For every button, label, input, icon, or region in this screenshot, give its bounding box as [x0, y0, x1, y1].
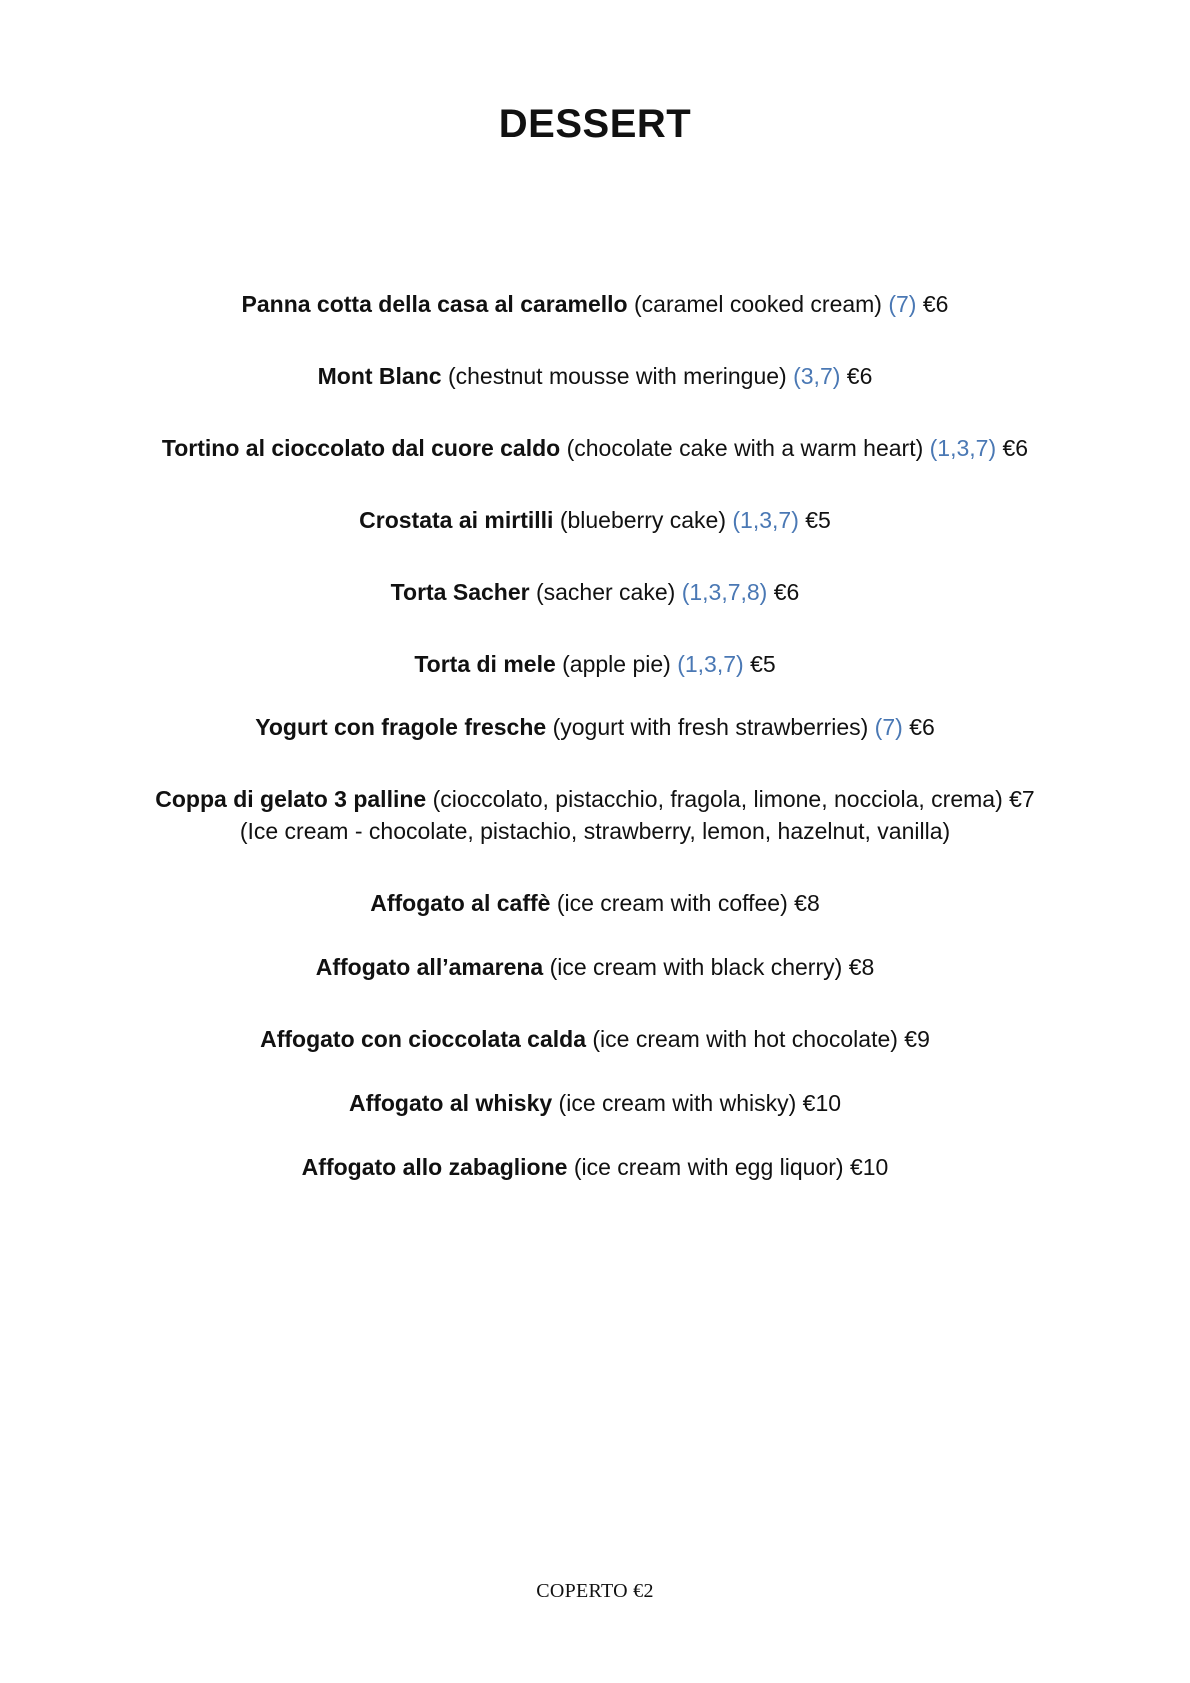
menu-item — [0, 432, 1190, 464]
item-name: Affogato allo zabaglione — [301, 1154, 568, 1180]
menu-item — [0, 711, 1190, 743]
item-description: (ice cream with black cherry) — [549, 954, 843, 980]
item-price: €8 — [794, 890, 820, 916]
dessert-menu-list — [0, 288, 1190, 1183]
item-name: Panna cotta della casa al caramello — [241, 291, 628, 317]
item-description: (ice cream with coffee) — [556, 890, 788, 916]
item-name: Tortino al cioccolato dal cuore caldo — [161, 435, 561, 461]
menu-item — [0, 576, 1190, 608]
item-price: €10 — [849, 1154, 889, 1180]
item-description: (cioccolato, pistacchio, fragola, limone, nocciola, crema) — [432, 786, 1003, 812]
item-name: Affogato all’amarena — [315, 954, 544, 980]
item-description: (sacher cake) — [535, 579, 676, 605]
item-price: €6 — [773, 579, 800, 605]
item-price: €5 — [750, 651, 776, 677]
item-name: Mont Blanc — [317, 363, 442, 389]
item-allergens: (7) — [874, 714, 903, 740]
menu-item — [0, 951, 1190, 983]
item-price: €6 — [1002, 435, 1029, 461]
item-price: €6 — [922, 291, 949, 317]
item-description: (yogurt with fresh strawberries) — [552, 714, 869, 740]
item-allergens: (1,3,7) — [677, 651, 744, 677]
item-name: Affogato con cioccolata calda — [260, 1026, 586, 1052]
item-description: (chocolate cake with a warm heart) — [566, 435, 924, 461]
item-description: (ice cream with hot chocolate) — [592, 1026, 898, 1052]
item-price: €9 — [904, 1026, 930, 1052]
item-price: €7 — [1009, 786, 1035, 812]
item-price: €10 — [802, 1090, 842, 1116]
item-price: €8 — [848, 954, 875, 980]
item-allergens: (1,3,7) — [732, 507, 799, 533]
item-name: Torta Sacher — [390, 579, 530, 605]
menu-item — [0, 288, 1190, 320]
item-price: €6 — [909, 714, 935, 740]
item-name: Coppa di gelato 3 palline — [155, 786, 427, 812]
item-description: (caramel cooked cream) — [634, 291, 882, 317]
item-name: Affogato al caffè — [370, 890, 551, 916]
item-name: Torta di mele — [414, 651, 556, 677]
menu-item — [0, 1023, 1190, 1055]
item-allergens: (1,3,7,8) — [681, 579, 768, 605]
item-price: €6 — [846, 363, 873, 389]
menu-item — [0, 1151, 1190, 1183]
page-title: DESSERT — [498, 102, 692, 146]
item-name: Yogurt con fragole fresche — [255, 714, 547, 740]
item-description: (chestnut mousse with meringue) — [447, 363, 787, 389]
item-allergens: (1,3,7) — [929, 435, 997, 461]
menu-item — [0, 783, 1190, 847]
item-allergens: (7) — [888, 291, 917, 317]
item-description: (apple pie) — [562, 651, 671, 677]
menu-item — [0, 648, 1190, 680]
item-translation: (Ice cream - chocolate, pistachio, strawberry, lemon, hazelnut, vanilla) — [239, 818, 951, 844]
item-price: €5 — [805, 507, 831, 533]
item-description: (ice cream with whisky) — [558, 1090, 797, 1116]
item-description: (blueberry cake) — [559, 507, 726, 533]
menu-item — [0, 504, 1190, 536]
item-allergens: (3,7) — [793, 363, 841, 389]
menu-item — [0, 360, 1190, 392]
menu-item — [0, 887, 1190, 919]
item-name: Affogato al whisky — [348, 1090, 553, 1116]
menu-item — [0, 1087, 1190, 1119]
item-description: (ice cream with egg liquor) — [573, 1154, 844, 1180]
item-name: Crostata ai mirtilli — [359, 507, 554, 533]
cover-charge-note: COPERTO €2 — [536, 1580, 654, 1602]
